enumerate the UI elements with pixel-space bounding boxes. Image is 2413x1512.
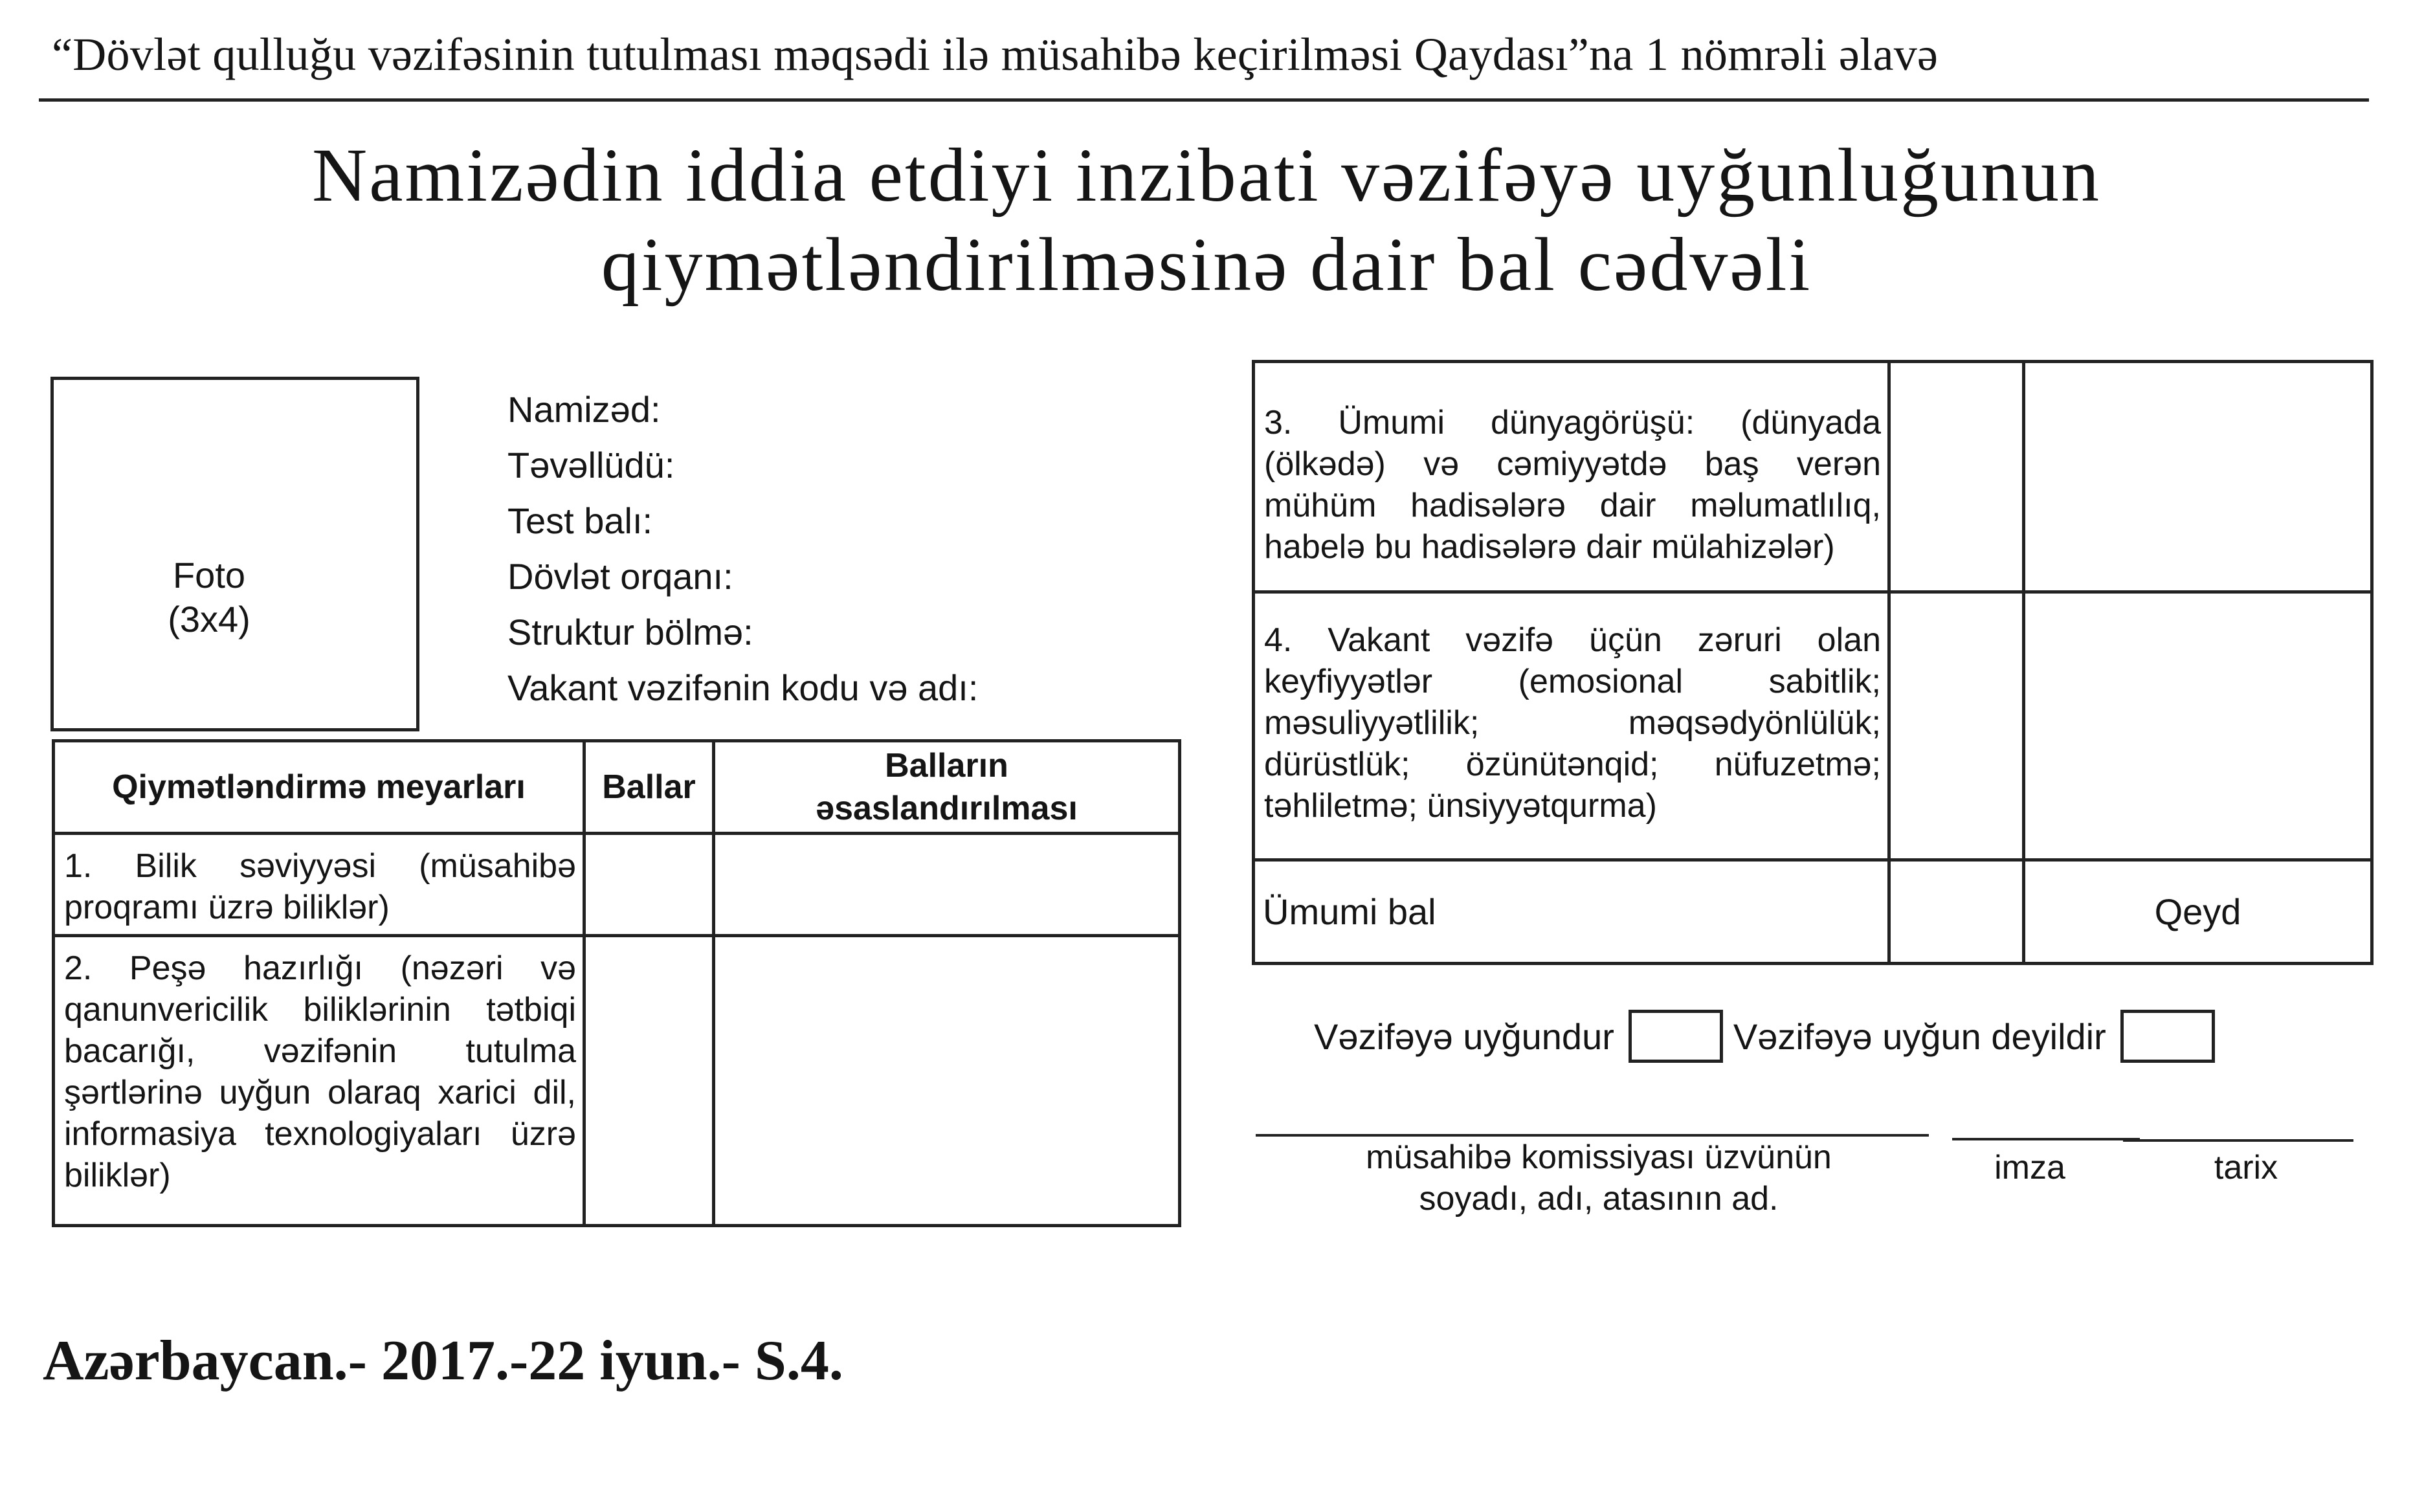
criteria-header: Qiymətləndirmə meyarları <box>54 741 584 834</box>
criterion-knowledge: 1. Bilik səviyyəsi (müsahibə proqramı üzrə biliklər) <box>54 834 584 936</box>
not-fit-label: Vəzifəyə uyğun deyildir <box>1733 1016 2106 1057</box>
member-name-caption <box>1269 1137 1929 1219</box>
table-row <box>54 936 1180 1226</box>
table-row <box>1254 860 2372 964</box>
photo-placeholder <box>50 377 419 731</box>
points-header: Ballar <box>584 741 714 834</box>
vacancy-code-label: Vakant vəzifənin kodu və adı: <box>507 667 979 708</box>
test-score-label: Test balı: <box>507 500 653 541</box>
justification-cell[interactable] <box>714 936 1180 1226</box>
table-row <box>54 834 1180 936</box>
structural-unit-label: Struktur bölmə: <box>507 612 753 652</box>
photo-label-line-1: Foto <box>172 555 246 595</box>
table-row <box>1254 362 2372 592</box>
header-divider <box>39 98 2369 102</box>
justification-header-line-2: əsaslandırılması <box>816 790 1078 827</box>
points-cell[interactable] <box>1889 362 2024 592</box>
justification-cell[interactable] <box>2024 592 2372 860</box>
justification-header-line-1: Balların <box>885 747 1008 784</box>
signature-line[interactable] <box>1952 1138 2140 1140</box>
fit-checkbox[interactable] <box>1629 1010 1723 1063</box>
criteria-table <box>52 739 1181 1227</box>
points-cell[interactable] <box>1889 592 2024 860</box>
source-citation: Azərbaycan.- 2017.-22 iyun.- S.4. <box>43 1329 843 1392</box>
document-title-line-1: Namizədin iddia etdiyi inzibati vəzifəyə uyğunluğunun <box>311 133 2102 217</box>
criteria-table-continued <box>1252 360 2374 965</box>
total-score-cell[interactable] <box>1889 860 2024 964</box>
points-cell[interactable] <box>584 834 714 936</box>
photo-label <box>54 553 364 641</box>
state-body-label: Dövlət orqanı: <box>507 556 733 597</box>
date-line[interactable] <box>2123 1139 2353 1142</box>
fitness-decision <box>1314 1010 2225 1063</box>
candidate-name-label: Namizəd: <box>507 389 661 430</box>
not-fit-checkbox[interactable] <box>2120 1010 2215 1063</box>
total-score-label: Ümumi bal <box>1254 860 1889 964</box>
table-row <box>1254 592 2372 860</box>
member-name-caption-line-1: müsahibə komissiyası üzvünün <box>1366 1139 1832 1176</box>
note-label: Qeyd <box>2024 860 2372 964</box>
justification-cell[interactable] <box>2024 362 2372 592</box>
photo-label-line-2: (3x4) <box>168 599 250 639</box>
points-cell[interactable] <box>584 936 714 1226</box>
document-title-line-2: qiymətləndirilməsinə dair bal cədvəli <box>601 222 1812 307</box>
justification-cell[interactable] <box>714 834 1180 936</box>
criterion-professional-training: 2. Peşə hazırlığı (nəzəri və qanunvericilik biliklərinin tətbiqi bacarığı, vəzifənin tutulma şərtlərinə uyğun olaraq xarici dil, informasiya texnologiyaları üzrə biliklər) <box>54 936 584 1226</box>
candidate-info <box>507 388 978 722</box>
signature-caption: imza <box>1994 1149 2065 1186</box>
criterion-personal-qualities: 4. Vakant vəzifə üçün zəruri olan keyfiyyətlər (emosional sabitlik; məsuliyyətlilik; məqsədyönlülük; dürüstlük; özünütənqid; nüfuzetmə; təhliletmə; ünsiyyətqurma) <box>1254 592 1889 860</box>
member-name-caption-line-2: soyadı, adı, atasının ad. <box>1419 1180 1779 1217</box>
date-caption: tarix <box>2214 1149 2278 1186</box>
birth-date-label: Təvəllüdü: <box>507 445 675 485</box>
justification-header <box>714 741 1180 834</box>
appendix-note: “Dövlət qulluğu vəzifəsinin tutulması məqsədi ilə müsahibə keçirilməsi Qaydası”na 1 nömrəli əlavə <box>52 28 1939 80</box>
criterion-worldview: 3. Ümumi dünyagörüşü: (dünyada (ölkədə) və cəmiyyətdə baş verən mühüm hadisələrə dair məlumatlılıq, habelə bu hadisələrə dair mülahizələr) <box>1254 362 1889 592</box>
fit-label: Vəzifəyə uyğundur <box>1314 1016 1614 1057</box>
table-header-row <box>54 741 1180 834</box>
